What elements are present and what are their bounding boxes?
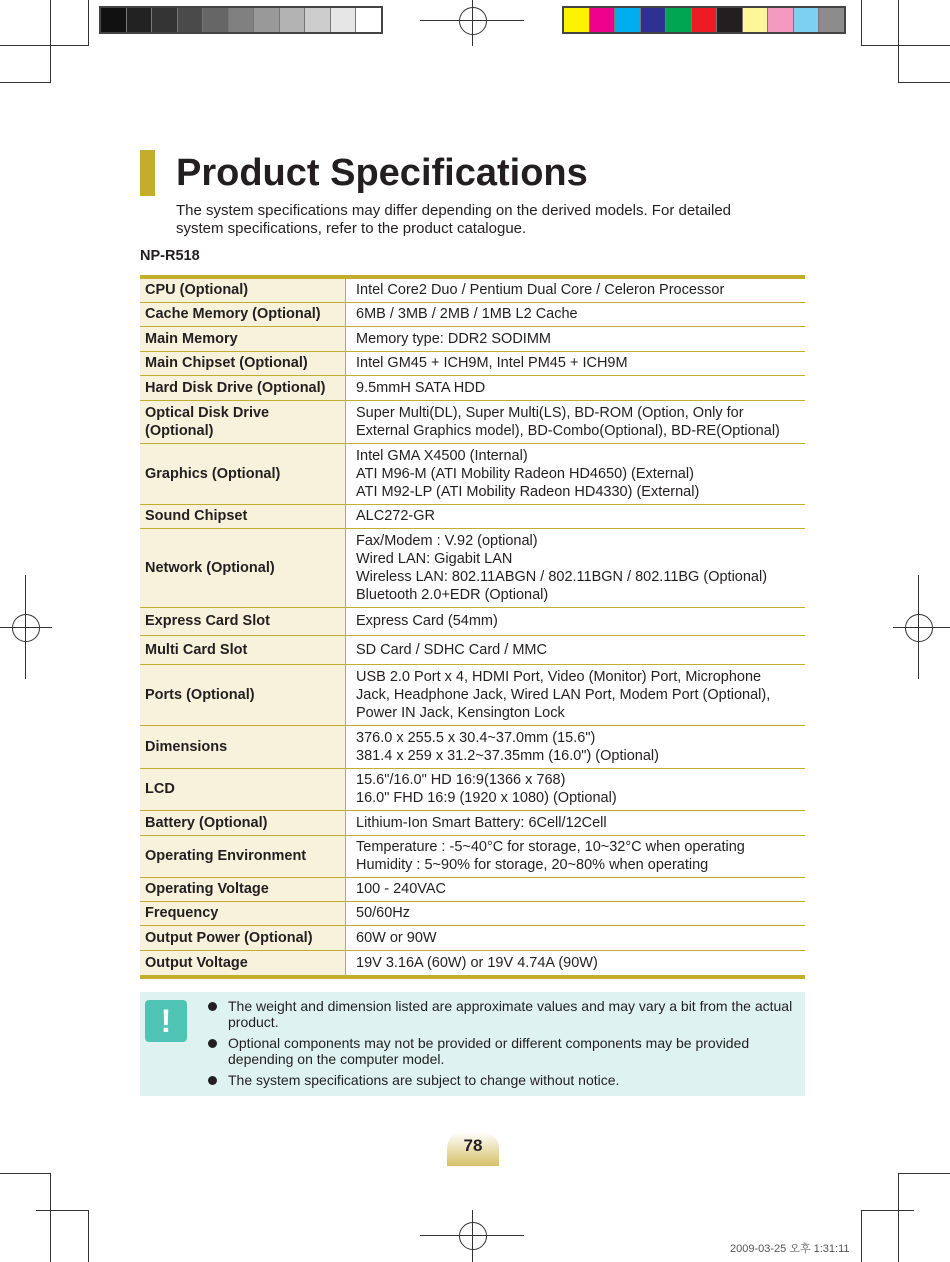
spec-value-line: USB 2.0 Port x 4, HDMI Port, Video (Monitor) Port, Microphone [356,668,762,685]
spec-row [140,528,805,607]
crop-mark [50,0,51,83]
spec-value-line: ATI M92-LP (ATI Mobility Radeon HD4330) (External) [356,483,700,500]
spec-value-line: Memory type: DDR2 SODIMM [356,330,551,347]
spec-value-line: Temperature : -5~40°C for storage, 10~32°C when operating [356,839,745,855]
color-swatch [254,8,280,32]
spec-value-line: External Graphics model), BD-Combo(Optional), BD-RE(Optional) [356,422,780,439]
color-swatch [717,8,743,32]
registration-mark [905,614,933,642]
spec-value-line: 9.5mmH SATA HDD [356,379,486,396]
color-swatch [280,8,306,32]
crop-mark [0,1173,51,1174]
crop-mark [0,45,88,46]
crop-mark [88,0,89,46]
spec-label: Battery (Optional) [140,810,346,835]
spec-label: LCD [140,768,346,810]
spec-label: Hard Disk Drive (Optional) [140,375,346,400]
spec-label: Cache Memory (Optional) [140,302,346,326]
spec-label: Output Power (Optional) [140,925,346,950]
spec-row [140,901,805,925]
spec-label: Dimensions [140,725,346,768]
spec-row [140,302,805,326]
color-swatch [819,8,844,32]
spec-value [346,901,806,925]
crop-mark [862,45,950,46]
registration-line [918,575,919,679]
spec-row [140,635,805,664]
spec-table [140,275,805,979]
crop-mark [898,0,899,83]
spec-row [140,351,805,375]
spec-value [346,375,806,400]
crop-mark [0,82,51,83]
spec-value [346,302,806,326]
spec-value-line: Power IN Jack, Kensington Lock [356,704,565,721]
page-title: Product Specifications [176,152,588,194]
color-swatch [178,8,204,32]
spec-row [140,443,805,504]
spec-value [346,664,806,725]
spec-value-line: 15.6"/16.0" HD 16:9(1366 x 768) [356,772,566,788]
spec-value [346,326,806,351]
spec-value-line: Lithium-Ion Smart Battery: 6Cell/12Cell [356,814,607,831]
note-text: The weight and dimension listed are approximate values and may vary a bit from the actual product. [228,998,793,1030]
spec-value-line: Intel GMA X4500 (Internal) [356,447,528,464]
spec-row [140,664,805,725]
spec-value-line: Fax/Modem : V.92 (optional) [356,532,538,549]
color-swatch [356,8,381,32]
color-swatch [641,8,667,32]
note-list [208,998,798,1093]
color-swatch [101,8,127,32]
spec-label: Output Voltage [140,950,346,977]
spec-value-line: 381.4 x 259 x 31.2~37.35mm (16.0") (Optional) [356,747,659,764]
registration-line [893,627,950,628]
spec-value-line: Wireless LAN: 802.11ABGN / 802.11BGN / 802.11BG (Optional) [356,568,768,585]
spec-value [346,443,806,504]
spec-value [346,400,806,443]
note-text: The system specifications are subject to change without notice. [228,1072,620,1088]
spec-value-line: 376.0 x 255.5 x 30.4~37.0mm (15.6") [356,729,596,746]
crop-mark [50,1173,51,1262]
spec-row [140,375,805,400]
bullet-icon [208,1076,217,1085]
spec-label: Optical Disk Drive (Optional) [140,400,346,443]
color-swatch [666,8,692,32]
spec-value-line: ALC272-GR [356,508,435,524]
note-box [140,992,805,1096]
spec-label: Sound Chipset [140,504,346,528]
spec-value-line: SD Card / SDHC Card / MMC [356,641,547,658]
page-number: 78 [447,1132,499,1166]
color-swatch [564,8,590,32]
bullet-icon [208,1002,217,1011]
crop-mark [862,1210,914,1211]
note-item [208,1035,798,1067]
spec-value-line: 16.0" FHD 16:9 (1920 x 1080) (Optional) [356,790,617,806]
spec-row [140,768,805,810]
spec-label: CPU (Optional) [140,277,346,302]
note-text: Optional components may not be provided or different components may be provided depending on the computer model. [228,1035,750,1067]
spec-row [140,810,805,835]
spec-value-line: 19V 3.16A (60W) or 19V 4.74A (90W) [356,954,598,971]
color-swatch [229,8,255,32]
color-calibration-bar [562,6,846,34]
color-swatch [590,8,616,32]
registration-mark [12,614,40,642]
crop-mark [36,1210,88,1211]
spec-value-line: Super Multi(DL), Super Multi(LS), BD-ROM (Option, Only for [356,404,744,421]
color-swatch [331,8,357,32]
spec-value-line: Wired LAN: Gigabit LAN [356,550,513,567]
spec-value [346,277,806,302]
spec-row [140,400,805,443]
spec-label: Express Card Slot [140,607,346,635]
crop-mark [861,0,862,46]
exclamation-icon: ! [145,1000,187,1042]
note-item [208,998,798,1030]
spec-value [346,810,806,835]
spec-value-line: Jack, Headphone Jack, Wired LAN Port, Modem Port (Optional), [356,686,771,703]
intro-text: The system specifications may differ depending on the derived models. For detailed system specifications, refer to the product catalogue. [176,202,732,237]
spec-value [346,835,806,877]
spec-value-line: 60W or 90W [356,929,437,946]
registration-line [472,1210,473,1262]
spec-label: Main Memory [140,326,346,351]
color-swatch [152,8,178,32]
registration-mark [459,1222,487,1250]
spec-value-line: 6MB / 3MB / 2MB / 1MB L2 Cache [356,306,578,322]
print-timestamp: 2009-03-25 오후 1:31:11 [730,1243,850,1255]
color-swatch [203,8,229,32]
spec-row [140,835,805,877]
color-swatch [768,8,794,32]
spec-label: Operating Environment [140,835,346,877]
spec-value [346,950,806,977]
spec-value-line: 50/60Hz [356,905,411,921]
spec-value-line: Express Card (54mm) [356,613,498,629]
color-swatch [743,8,769,32]
color-swatch [692,8,718,32]
crop-mark [88,1210,89,1262]
spec-value [346,635,806,664]
crop-mark [861,1210,862,1262]
spec-value [346,725,806,768]
spec-value [346,877,806,901]
spec-row [140,504,805,528]
color-swatch [615,8,641,32]
spec-label: Frequency [140,901,346,925]
spec-value [346,768,806,810]
note-item [208,1072,798,1088]
spec-value [346,528,806,607]
spec-value-line: Humidity : 5~90% for storage, 20~80% when operating [356,857,709,873]
registration-mark [459,7,487,35]
spec-label: Multi Card Slot [140,635,346,664]
title-accent-bar [140,150,155,196]
registration-line [25,575,26,679]
registration-line [472,0,473,46]
spec-row [140,925,805,950]
spec-value-line: Bluetooth 2.0+EDR (Optional) [356,586,549,603]
spec-row [140,607,805,635]
spec-row [140,725,805,768]
color-swatch [127,8,153,32]
registration-line [0,627,52,628]
color-swatch [305,8,331,32]
spec-row [140,277,805,302]
model-name: NP-R518 [140,248,200,264]
color-swatch [794,8,820,32]
spec-value [346,351,806,375]
crop-mark [898,82,950,83]
spec-value [346,504,806,528]
spec-row [140,326,805,351]
spec-value [346,925,806,950]
spec-row [140,950,805,977]
spec-row [140,877,805,901]
spec-value-line: Intel Core2 Duo / Pentium Dual Core / Celeron Processor [356,282,725,299]
spec-label: Main Chipset (Optional) [140,351,346,375]
spec-value-line: ATI M96-M (ATI Mobility Radeon HD4650) (External) [356,465,694,482]
crop-mark [898,1173,950,1174]
spec-label: Ports (Optional) [140,664,346,725]
spec-label: Network (Optional) [140,528,346,607]
gray-calibration-bar [99,6,383,34]
crop-mark [898,1173,899,1262]
spec-value-line: Intel GM45 + ICH9M, Intel PM45 + ICH9M [356,355,628,371]
spec-value-line: 100 - 240VAC [356,881,447,897]
spec-label: Graphics (Optional) [140,443,346,504]
bullet-icon [208,1039,217,1048]
spec-value [346,607,806,635]
spec-label: Operating Voltage [140,877,346,901]
